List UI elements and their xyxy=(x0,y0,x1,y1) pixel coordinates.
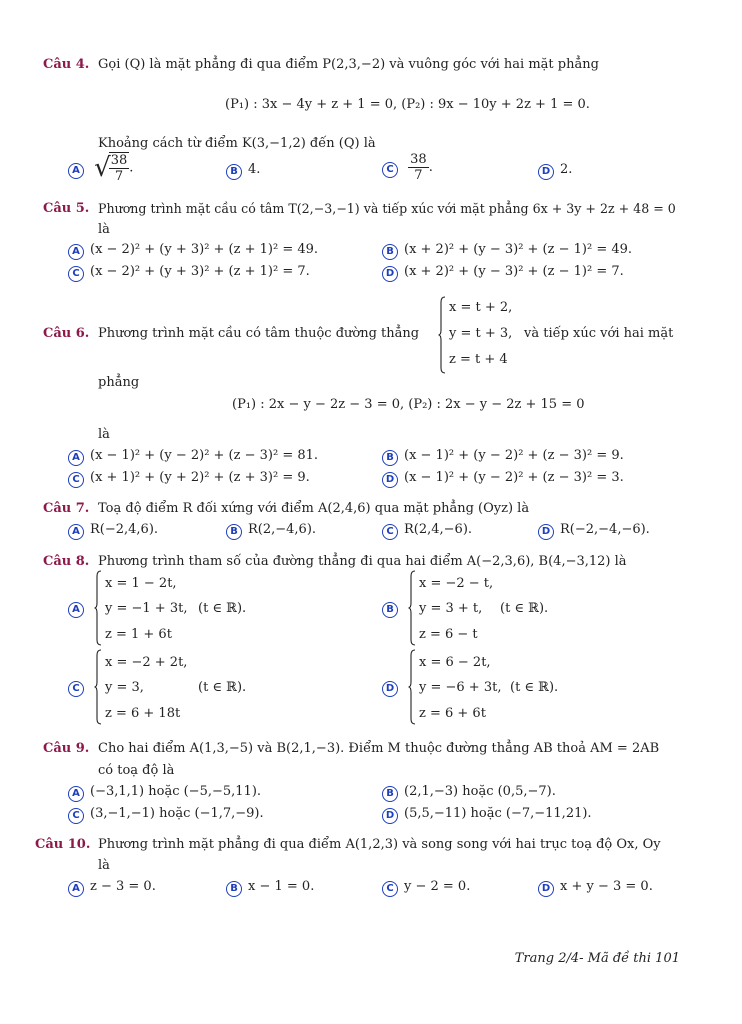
system-line: z = 6 − t xyxy=(419,627,478,642)
option-letter: A xyxy=(68,524,84,540)
option-b[interactable] xyxy=(382,242,632,260)
question-label: Câu 7. xyxy=(43,501,90,516)
option-text: (x − 2)² + (y + 3)² + (z + 1)² = 7. xyxy=(90,264,310,279)
system-line: y = t + 3, xyxy=(449,326,513,341)
fraction: $\frac{38}{7}$ xyxy=(110,153,128,184)
system-line: y = 3, xyxy=(105,680,144,695)
option-a[interactable] xyxy=(68,784,261,802)
option-letter: C xyxy=(68,681,84,697)
question-label: Câu 9. xyxy=(43,741,90,756)
option-text: (−3,1,1) hoặc (−5,−5,11). xyxy=(90,784,262,799)
system-line: y = 3 + t, xyxy=(419,601,483,616)
option-letter: B xyxy=(226,881,242,897)
option-text: y − 2 = 0. xyxy=(404,879,471,894)
option-c[interactable] xyxy=(68,264,310,282)
option-letter: B xyxy=(382,786,398,802)
option-a[interactable] xyxy=(68,448,318,466)
question-stem: Phương trình mặt phẳng đi qua điểm A(1,2,3) và song song với hai trục toạ độ Ox, Oy xyxy=(98,837,661,852)
option-letter: D xyxy=(382,681,398,697)
option-b-system xyxy=(408,570,508,646)
param-note: (t ∈ ℝ). xyxy=(198,680,247,695)
option-c[interactable] xyxy=(68,806,264,824)
brace-icon xyxy=(408,570,416,646)
option-b[interactable] xyxy=(382,784,556,802)
question-stem: Cho hai điểm A(1,3,−5) và B(2,1,−3). Điểm M thuộc đường thẳng AB thoả AM = 2AB xyxy=(98,741,660,756)
option-text: (x + 2)² + (y − 3)² + (z − 1)² = 49. xyxy=(404,242,633,257)
page-footer: Trang 2/4- Mã đề thi 101 xyxy=(514,951,680,966)
option-letter: D xyxy=(538,164,554,180)
brace-icon xyxy=(94,570,102,646)
question-label: Câu 10. xyxy=(35,837,91,852)
question-stem-continued: là xyxy=(98,222,110,237)
option-d[interactable] xyxy=(538,879,653,897)
option-c[interactable] xyxy=(382,522,472,540)
option-text: (2,1,−3) hoặc (0,5,−7). xyxy=(404,784,556,799)
option-a[interactable] xyxy=(68,242,318,260)
option-text: R(2,−4,6). xyxy=(248,522,317,537)
option-letter: C xyxy=(68,266,84,282)
option-a[interactable] xyxy=(68,600,90,618)
option-letter: C xyxy=(382,162,398,178)
option-text: (5,5,−11) hoặc (−7,−11,21). xyxy=(404,806,592,821)
option-letter: D xyxy=(382,808,398,824)
option-text: R(−2,4,6). xyxy=(90,522,159,537)
plane-equations: (P₁) : 3x − 4y + z + 1 = 0, (P₂) : 9x − 10y + 2z + 1 = 0. xyxy=(225,97,590,112)
plane-equations: (P₁) : 2x − y − 2z − 3 = 0, (P₂) : 2x − y − 2z + 15 = 0 xyxy=(232,397,585,412)
option-letter: D xyxy=(538,524,554,540)
option-a[interactable] xyxy=(68,879,156,897)
option-d[interactable] xyxy=(538,162,572,180)
option-letter: A xyxy=(68,450,84,466)
system-line: x = −2 + 2t, xyxy=(105,655,188,670)
option-letter: D xyxy=(382,266,398,282)
option-a[interactable]: A √ $\frac{38}{7}$ . xyxy=(68,152,133,184)
option-d[interactable] xyxy=(382,264,624,282)
option-b[interactable] xyxy=(382,448,624,466)
question-stem: Gọi (Q) là mặt phẳng đi qua điểm P(2,3,−2) và vuông góc với hai mặt phẳng xyxy=(98,57,599,72)
option-text: (x − 1)² + (y − 2)² + (z − 3)² = 3. xyxy=(404,470,624,485)
option-letter: D xyxy=(538,881,554,897)
option-letter: A xyxy=(68,163,84,179)
option-text: (x − 1)² + (y − 2)² + (z − 3)² = 81. xyxy=(90,448,319,463)
system-line: z = t + 4 xyxy=(449,352,508,367)
option-letter: B xyxy=(382,602,398,618)
option-letter: B xyxy=(226,164,242,180)
option-letter: A xyxy=(68,602,84,618)
option-letter: C xyxy=(68,472,84,488)
brace-icon xyxy=(408,649,416,725)
question-stem-continued: phẳng xyxy=(98,375,140,390)
option-a-system xyxy=(94,570,204,646)
fraction: $\frac{38}{7}$ xyxy=(410,152,427,183)
option-letter: A xyxy=(68,786,84,802)
option-c[interactable]: C $\frac{38}{7}$ . xyxy=(382,152,433,183)
option-a[interactable] xyxy=(68,522,158,540)
option-b[interactable] xyxy=(382,600,404,618)
question-stem: Toạ độ điểm R đối xứng với điểm A(2,4,6) qua mặt phẳng (Oyz) là xyxy=(98,501,530,516)
system-line: z = 1 + 6t xyxy=(105,627,172,642)
sqrt-symbol: √ xyxy=(94,153,111,183)
question-label: Câu 8. xyxy=(43,554,90,569)
question-stem-continued: có toạ độ là xyxy=(98,763,175,778)
option-text: R(−2,−4,−6). xyxy=(560,522,650,537)
option-letter: C xyxy=(382,524,398,540)
system-line: y = −1 + 3t, xyxy=(105,601,188,616)
system-line: x = −2 − t, xyxy=(419,576,494,591)
brace-icon xyxy=(94,649,102,725)
option-text: (x + 2)² + (y − 3)² + (z − 1)² = 7. xyxy=(404,264,624,279)
option-d[interactable] xyxy=(382,806,592,824)
brace-icon xyxy=(438,296,446,374)
option-text: (x − 2)² + (y + 3)² + (z + 1)² = 49. xyxy=(90,242,319,257)
question-stem-continued: là xyxy=(98,427,110,442)
option-d[interactable] xyxy=(538,522,650,540)
system-line: x = 1 − 2t, xyxy=(105,576,177,591)
option-letter: C xyxy=(382,881,398,897)
option-c-system xyxy=(94,649,204,725)
question-stem: Phương trình mặt cầu có tâm T(2,−3,−1) và tiếp xúc với mặt phẳng 6x + 3y + 2z + 48 = 0 xyxy=(98,201,676,216)
system-line: x = t + 2, xyxy=(449,300,513,315)
option-c[interactable] xyxy=(68,470,310,488)
question-label: Câu 4. xyxy=(43,57,90,72)
question-stem: Phương trình tham số của đường thẳng đi qua hai điểm A(−2,3,6), B(4,−3,12) là xyxy=(98,554,627,569)
question-label: Câu 6. xyxy=(43,326,90,341)
option-letter: D xyxy=(382,472,398,488)
option-c[interactable] xyxy=(382,879,470,897)
question-stem-continued: Khoảng cách từ điểm K(3,−1,2) đến (Q) là xyxy=(98,136,376,151)
question-stem-continued: là xyxy=(98,858,110,873)
param-note: (t ∈ ℝ). xyxy=(510,680,559,695)
option-text: (x − 1)² + (y − 2)² + (z − 3)² = 9. xyxy=(404,448,624,463)
question-label: Câu 5. xyxy=(43,201,90,216)
option-text: (x + 1)² + (y + 2)² + (z + 3)² = 9. xyxy=(90,470,310,485)
option-text: R(2,4,−6). xyxy=(404,522,473,537)
option-b[interactable] xyxy=(226,162,260,180)
option-text: (3,−1,−1) hoặc (−1,7,−9). xyxy=(90,806,264,821)
option-c[interactable] xyxy=(68,679,90,697)
option-letter: B xyxy=(382,450,398,466)
system-line: z = 6 + 6t xyxy=(419,706,486,721)
system-line: z = 6 + 18t xyxy=(105,706,181,721)
system-line: x = 6 − 2t, xyxy=(419,655,491,670)
option-text: x − 1 = 0. xyxy=(248,879,315,894)
option-d-system xyxy=(408,649,508,725)
option-letter: B xyxy=(382,244,398,260)
option-letter: A xyxy=(68,881,84,897)
option-text: 2. xyxy=(560,162,573,177)
system-line: y = −6 + 3t, xyxy=(419,680,502,695)
option-text: 4. xyxy=(248,162,261,177)
option-d[interactable] xyxy=(382,470,624,488)
option-b[interactable] xyxy=(226,879,314,897)
line-system xyxy=(438,296,518,374)
option-letter: B xyxy=(226,524,242,540)
option-letter: A xyxy=(68,244,84,260)
option-letter: C xyxy=(68,808,84,824)
param-note: (t ∈ ℝ). xyxy=(500,601,549,616)
option-d[interactable] xyxy=(382,679,404,697)
option-b[interactable] xyxy=(226,522,316,540)
question-stem-after: và tiếp xúc với hai mặt xyxy=(524,326,674,341)
question-stem: Phương trình mặt cầu có tâm thuộc đường thẳng xyxy=(98,326,420,341)
option-text: x + y − 3 = 0. xyxy=(560,879,653,894)
param-note: (t ∈ ℝ). xyxy=(198,601,247,616)
option-text: z − 3 = 0. xyxy=(90,879,156,894)
